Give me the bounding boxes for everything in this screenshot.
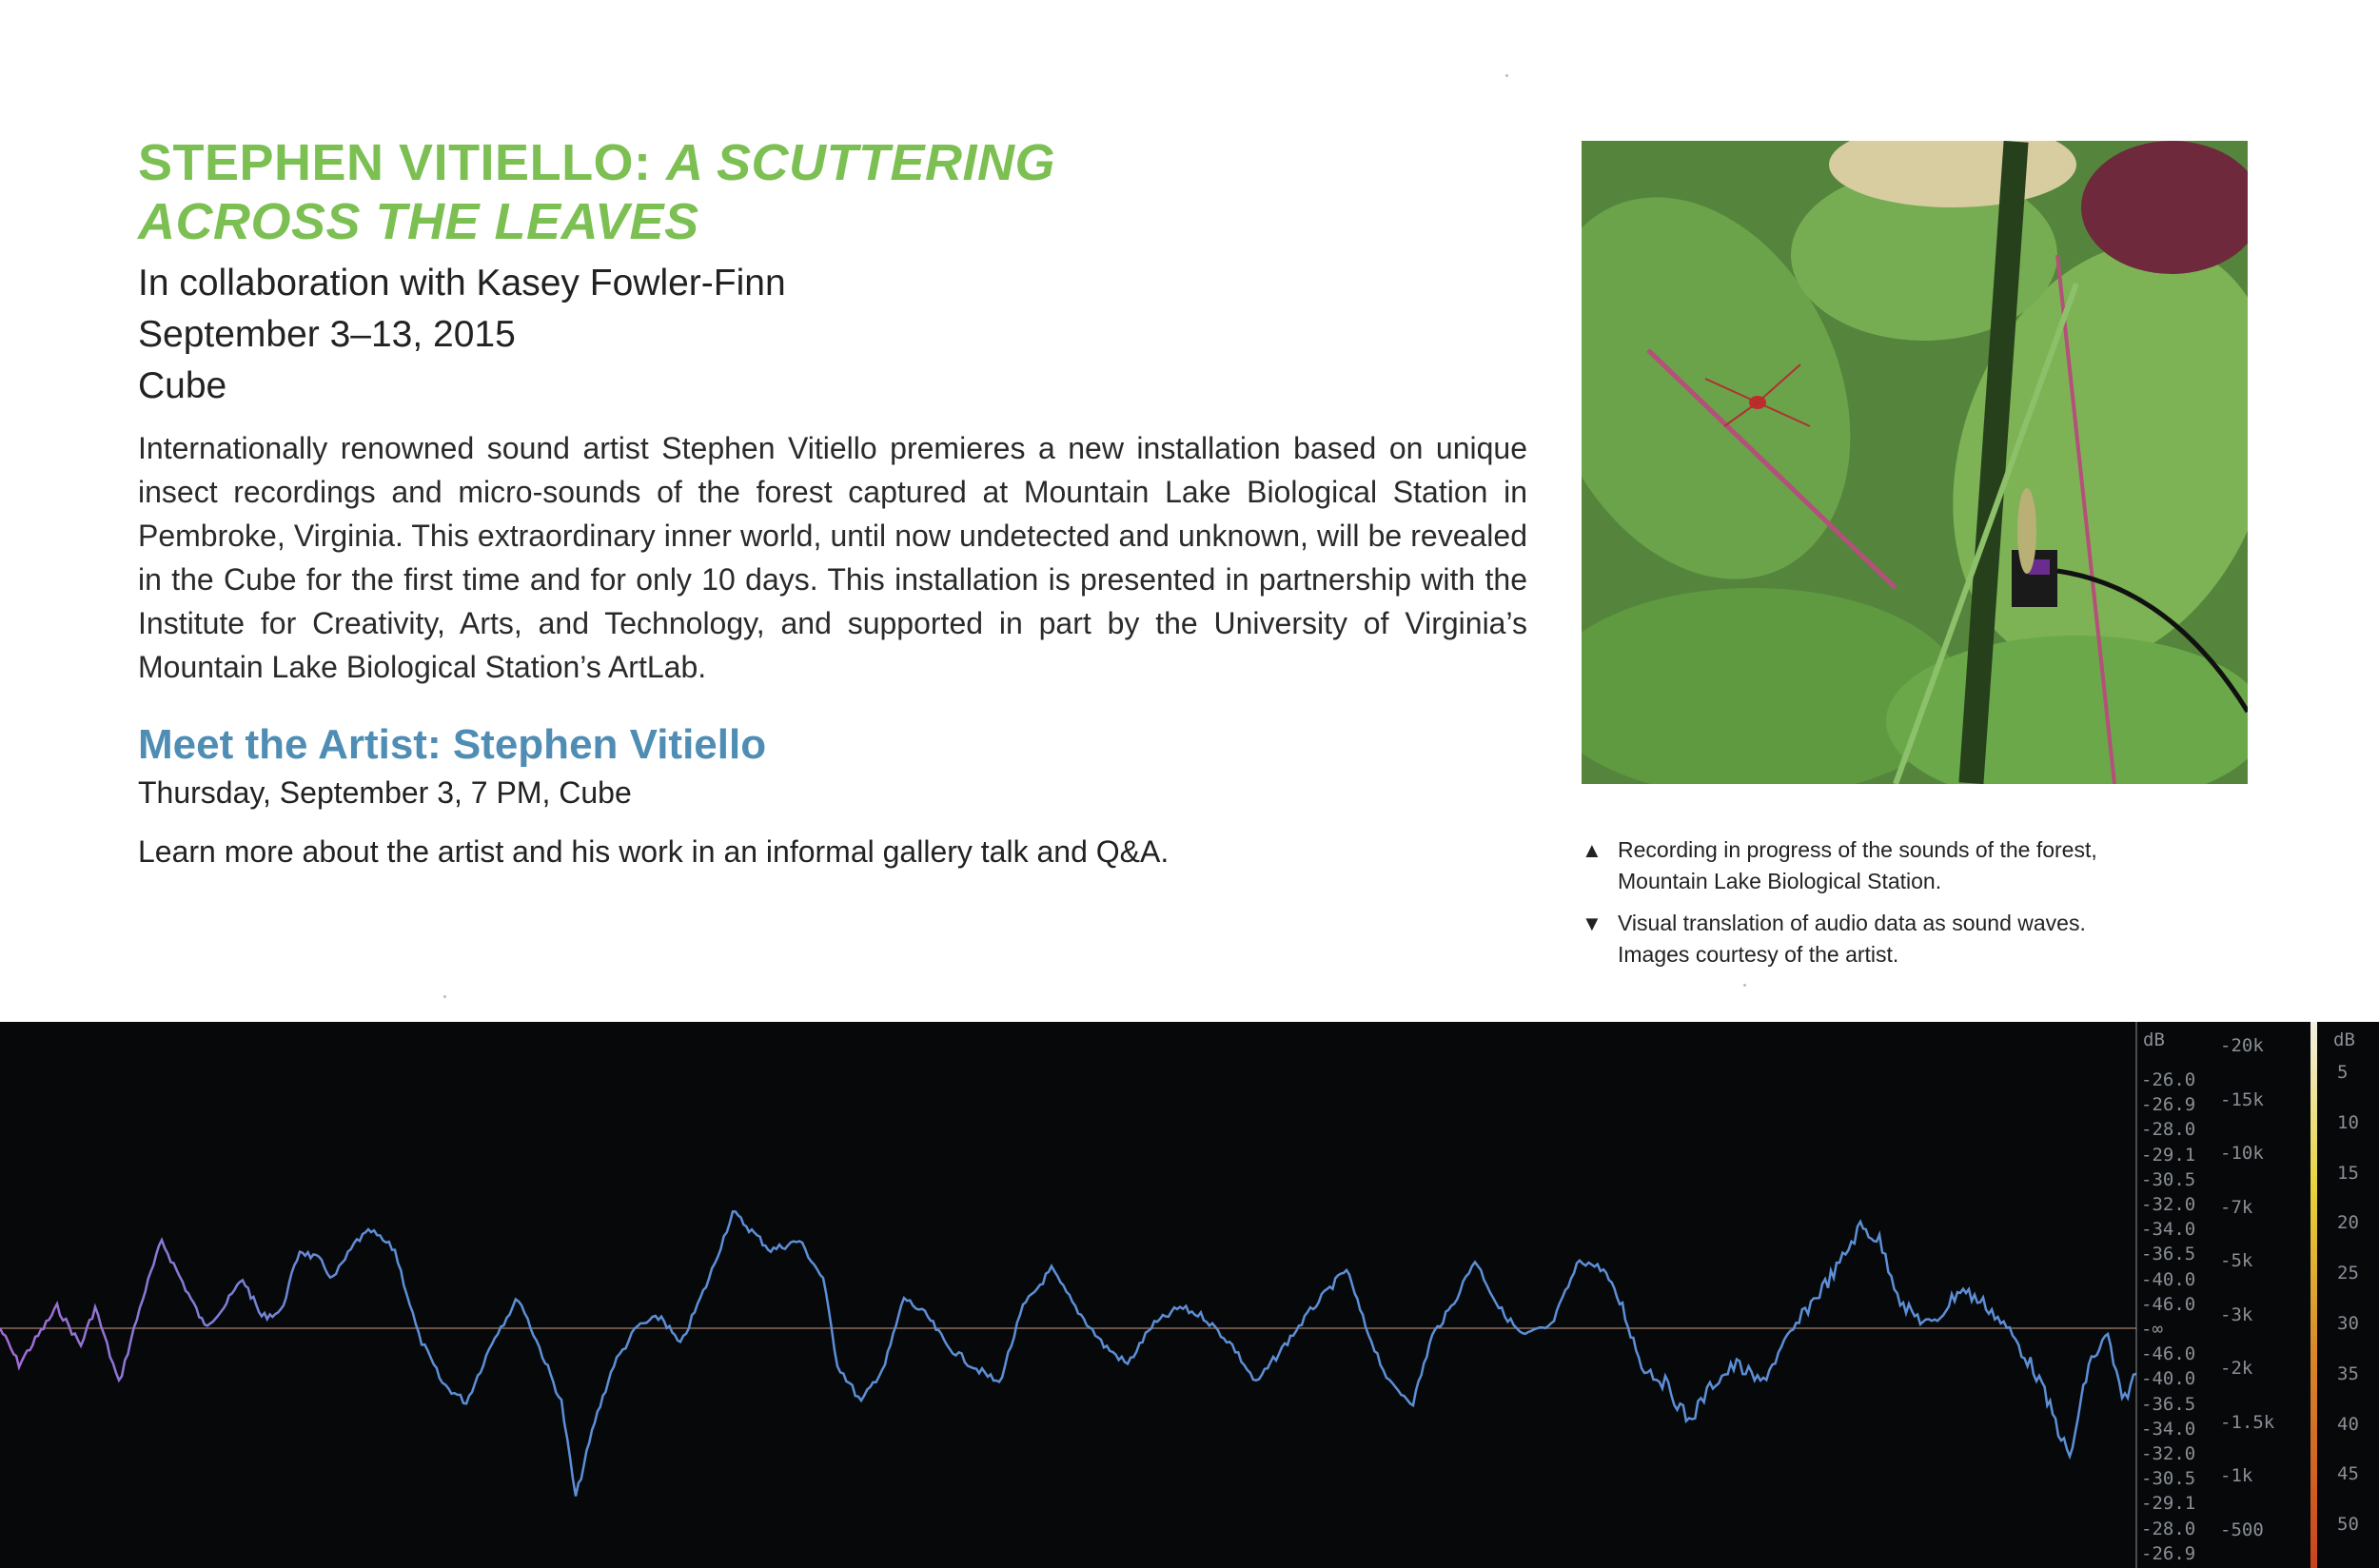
level-meter-bar	[2310, 1022, 2317, 1568]
level-scale-label: -29.1	[2141, 1144, 2196, 1166]
frequency-scale-label: -3k	[2220, 1303, 2253, 1325]
level-scale-label: -26.9	[2141, 1542, 2196, 1564]
meter-scale-label: 40	[2337, 1413, 2359, 1435]
frequency-scale-label: -500	[2220, 1519, 2264, 1540]
level-scale-label: -28.0	[2141, 1119, 2196, 1141]
meter-scale-label: 35	[2337, 1362, 2359, 1384]
caption-line: Recording in progress of the sounds of the forest,	[1618, 837, 2097, 862]
level-scale-label: -32.0	[2141, 1194, 2196, 1215]
title-work-line1: A SCUTTERING	[666, 134, 1056, 191]
level-scale-label: -36.5	[2141, 1244, 2196, 1265]
frequency-scale-label: -1k	[2220, 1465, 2253, 1486]
triangle-up-icon: ▲	[1582, 838, 1602, 862]
frequency-scale-label: -2k	[2220, 1358, 2253, 1379]
title-work-line2: ACROSS THE LEAVES	[138, 193, 699, 250]
level-scale-label: -∞	[2141, 1319, 2163, 1340]
level-scale-label: -32.0	[2141, 1443, 2196, 1464]
level-scale-label: -46.0	[2141, 1293, 2196, 1315]
meter-scale-label: 15	[2337, 1162, 2359, 1184]
photo-caption-above	[1582, 834, 2343, 897]
level-scale-label: -34.0	[2141, 1418, 2196, 1440]
meter-scale-label: 10	[2337, 1111, 2359, 1133]
meter-scale-label: 5	[2337, 1062, 2349, 1083]
event-datetime: Thursday, September 3, 7 PM, Cube	[138, 775, 632, 810]
forest-recording-photo	[1582, 141, 2248, 784]
frequency-scale-label: -15k	[2220, 1088, 2264, 1110]
frequency-scale-label: -5k	[2220, 1250, 2253, 1271]
caption-line: Mountain Lake Biological Station.	[1618, 869, 1942, 893]
event-heading: Meet the Artist: Stephen Vitiello	[138, 721, 767, 768]
meter-scale-label: 50	[2337, 1514, 2359, 1536]
level-scale-label: -46.0	[2141, 1343, 2196, 1365]
level-scale-label: -40.0	[2141, 1368, 2196, 1390]
frequency-scale-label: -1.5k	[2220, 1411, 2275, 1433]
meter-scale-label: 30	[2337, 1313, 2359, 1334]
level-scale-label: -36.5	[2141, 1393, 2196, 1415]
scan-speck	[443, 995, 446, 998]
level-scale-label: -30.5	[2141, 1468, 2196, 1490]
exhibition-description: Internationally renowned sound artist Stephen Vitiello premieres a new installation based on unique insect recordings and micro-sounds of the forest captured at Mountain Lake Biological Station in Pembroke, Virginia. This extraordinary inner world, until now undetected and unknown, will be revealed in the Cube for the first time and for only 10 days. This installation is presented in partnership with the Institute for Creativity, Arts, and Technology, and supported in part by the University of Virginia’s Mountain Lake Biological Station’s ArtLab.	[138, 431, 1527, 684]
level-scale-header: dB	[2143, 1029, 2165, 1050]
exhibition-location: Cube	[138, 365, 227, 406]
level-scale-label: -26.0	[2141, 1069, 2196, 1090]
caption-line: Visual translation of audio data as sound waves.	[1618, 911, 2086, 935]
level-scale-label: -40.0	[2141, 1268, 2196, 1290]
level-scale-label: -26.9	[2141, 1094, 2196, 1116]
exhibition-dates: September 3–13, 2015	[138, 314, 516, 355]
level-scale-label: -29.1	[2141, 1493, 2196, 1515]
meter-header: dB	[2333, 1029, 2355, 1050]
sound-wave-visualization	[0, 1022, 2379, 1568]
meter-scale-label: 25	[2337, 1263, 2359, 1284]
scan-speck	[1743, 984, 1746, 987]
frequency-scale-label: -10k	[2220, 1143, 2264, 1164]
caption-line: Images courtesy of the artist.	[1618, 942, 1899, 967]
audio-waveform	[0, 1211, 2136, 1496]
photo-caption-below	[1582, 908, 2343, 970]
exhibition-title	[138, 133, 1565, 251]
level-scale-label: -34.0	[2141, 1219, 2196, 1241]
event-description: Learn more about the artist and his work in an informal gallery talk and Q&A.	[138, 834, 1170, 869]
level-scale-label: -30.5	[2141, 1168, 2196, 1190]
scan-speck	[1505, 74, 1508, 77]
triangle-down-icon: ▼	[1582, 911, 1602, 935]
title-artist: STEPHEN VITIELLO:	[138, 134, 667, 191]
meter-scale-label: 45	[2337, 1463, 2359, 1485]
collaboration-line: In collaboration with Kasey Fowler-Finn	[138, 263, 786, 304]
frequency-scale-label: -20k	[2220, 1035, 2264, 1056]
frequency-scale-label: -7k	[2220, 1196, 2253, 1218]
meter-scale-label: 20	[2337, 1212, 2359, 1234]
level-scale-label: -28.0	[2141, 1518, 2196, 1539]
